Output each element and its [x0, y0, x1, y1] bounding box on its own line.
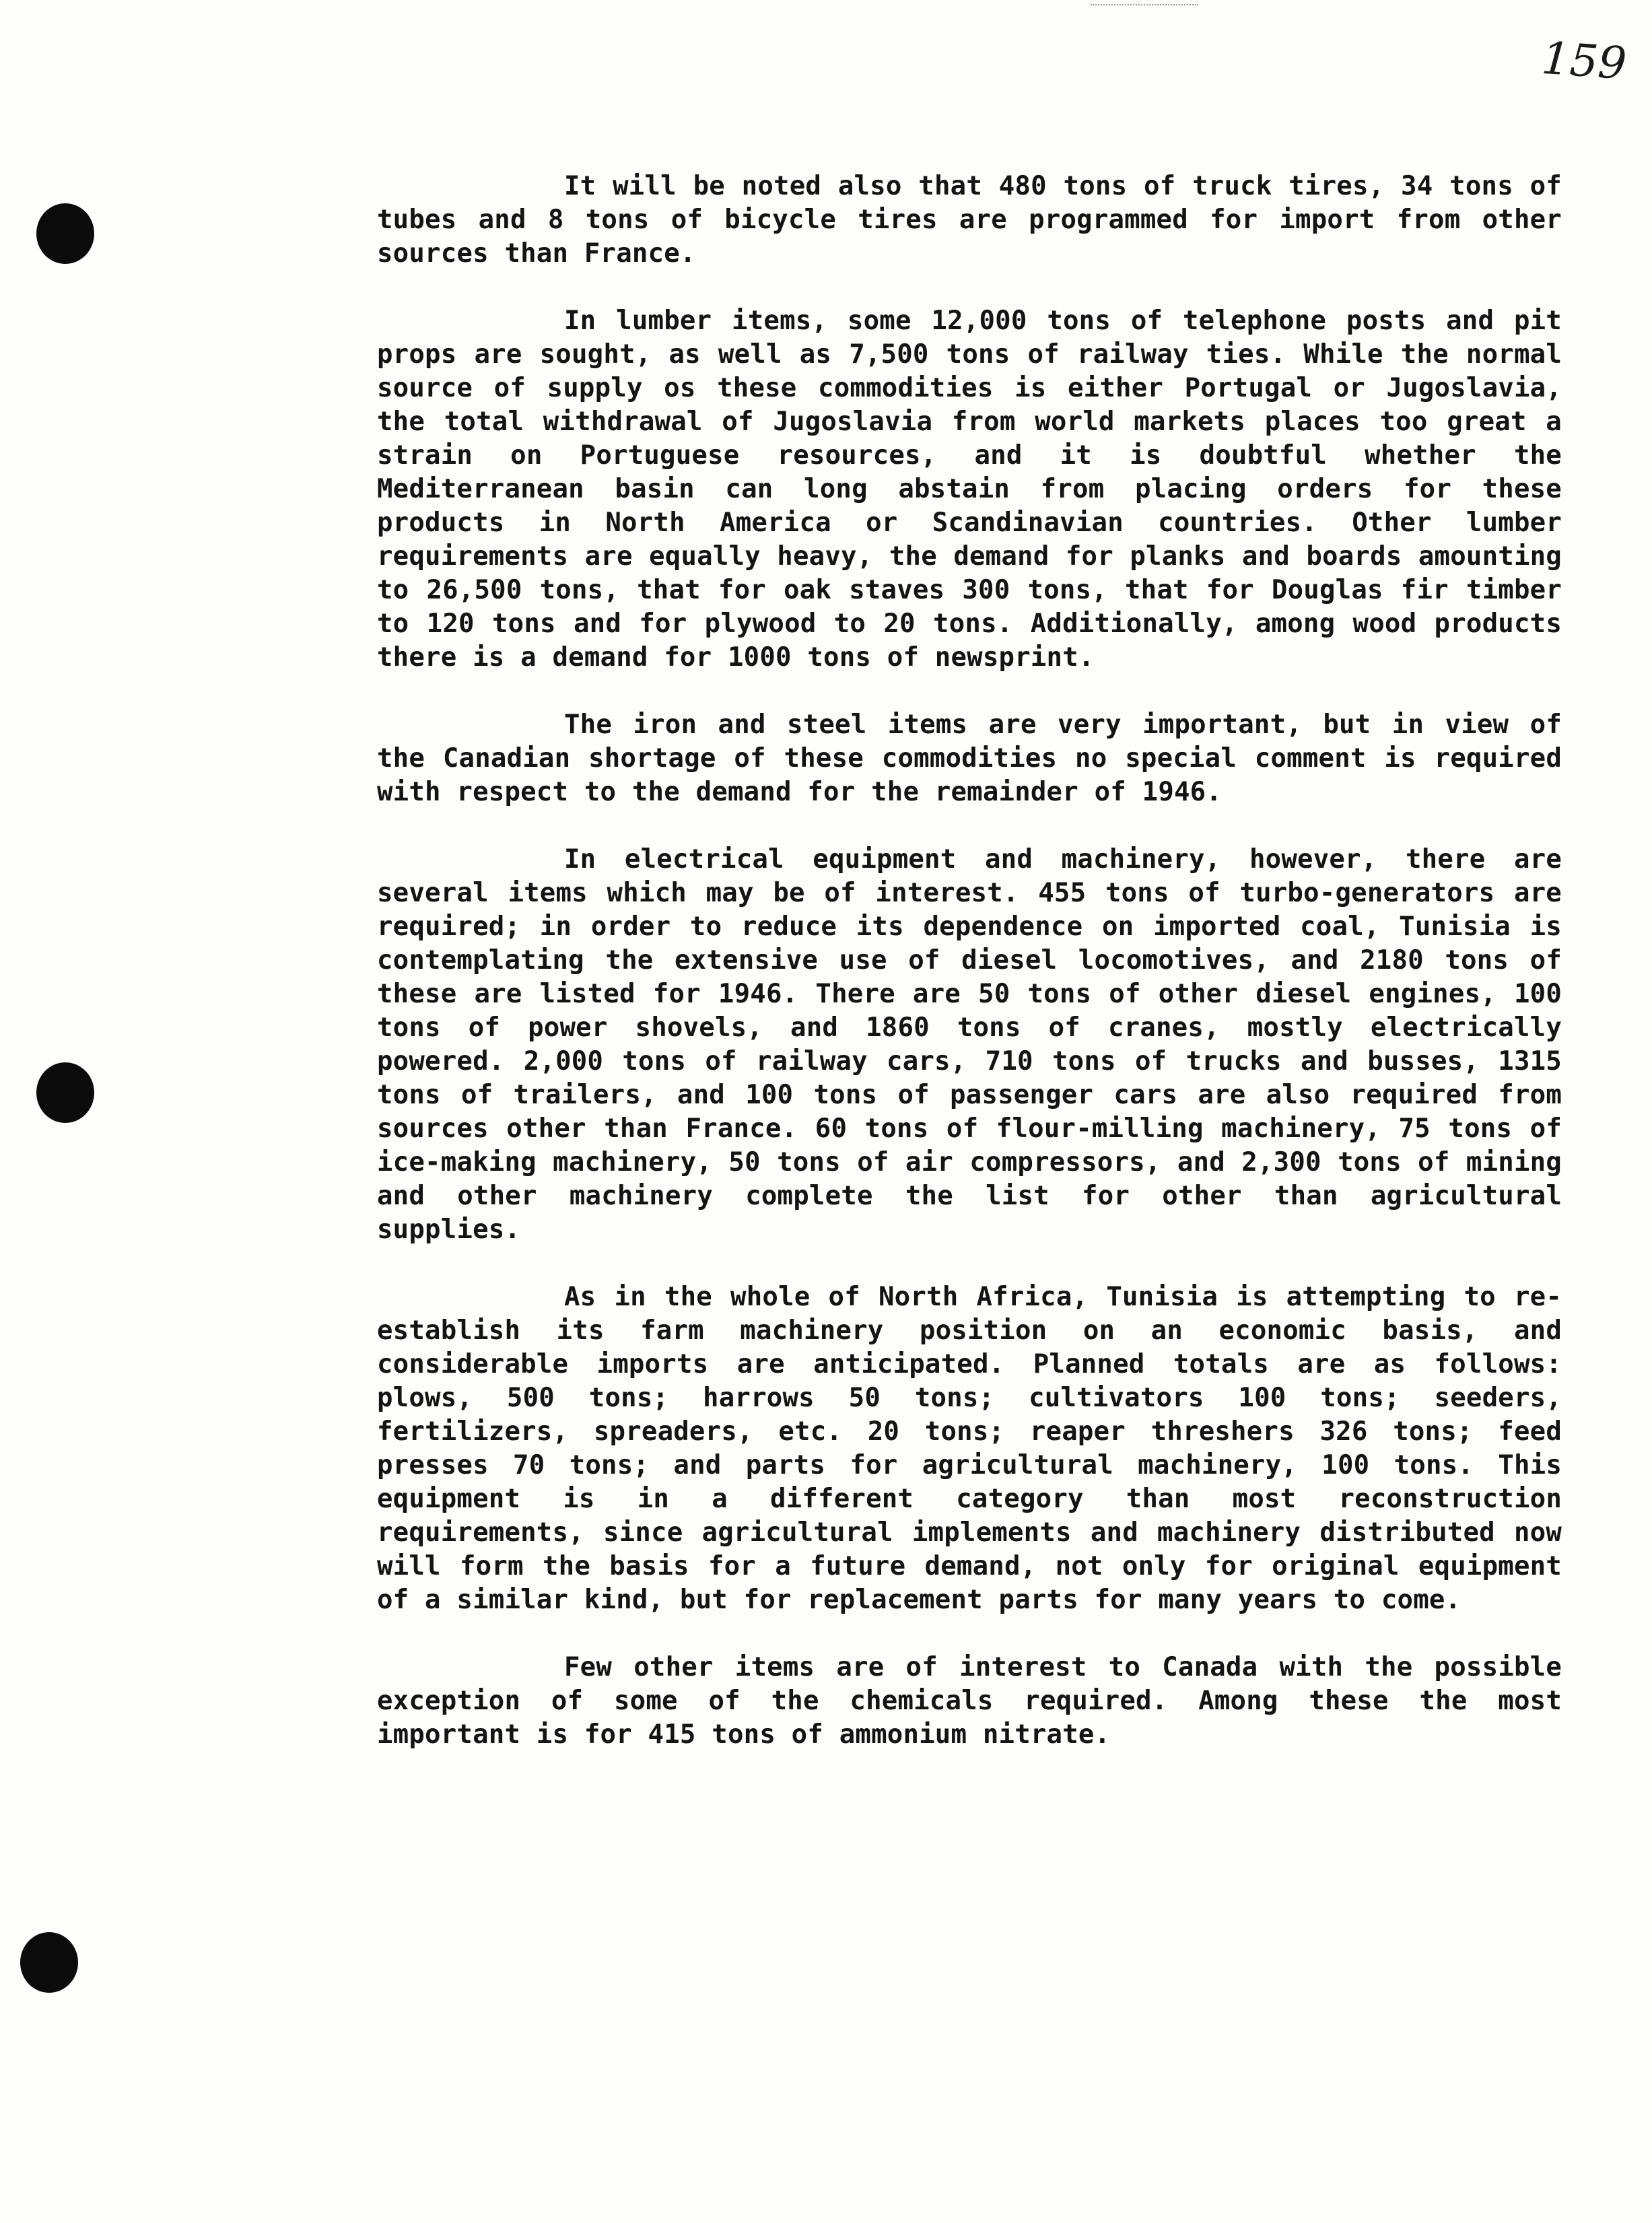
page-number: 159: [1540, 32, 1628, 90]
paragraph-farm-machinery: As in the whole of North Africa, Tunisia is attempting to re-establish its farm machinery position on an economic basis, and considerable imports are anticipated. Planned totals are as follows: plows, 500 tons; harrows 50 tons; cultivators 100 tons; seeders, fertilizers, spreaders, etc. 20 tons; reaper threshers 326 tons; feed presses 70 tons; and parts for agricultural machinery, 100 tons. This equipment is in a different category than most reconstruction requirements, since agricultural implements and machinery distributed now will form the basis for a future demand, not only for original equipment of a similar kind, but for replacement parts for many years to come.: [377, 1282, 1578, 1615]
paragraph-electrical: In electrical equipment and machinery, however, there are several items which may be of interest. 455 tons of turbo-generators are required; in order to reduce its dependence on imported coal, Tunisia is contemplating the extensive use of diesel locomotives, and 2180 tons of these are listed for 1946. There are 50 tons of other diesel engines, 100 tons of power shovels, and 1860 tons of cranes, mostly electrically powered. 2,000 tons of railway cars, 710 tons of trucks and busses, 1315 tons of trailers, and 100 tons of passenger cars are also required from sources other than France. 60 tons of flour-milling machinery, 75 tons of ice-making machinery, 50 tons of air compressors, and 2,300 tons of mining and other machinery complete the list for other than agricultural supplies.: [377, 844, 1578, 1245]
punch-hole-top: [36, 203, 94, 264]
scan-mark: [1091, 4, 1198, 15]
paragraph-lumber: In lumber items, some 12,000 tons of telephone posts and pit props are sought, as well as 7,500 tons of railway ties. While the normal source of supply os these commodities is either Portugal or Jugoslavia, the total withdrawal of Jugoslavia from world markets places too great a strain on Portuguese resources, and it is doubtful whether the Mediterranean basin can long abstain from placing orders for these products in North America or Scandinavian countries. Other lumber requirements are equally heavy, the demand for planks and boards amounting to 26,500 tons, that for oak staves 300 tons, that for Douglas fir timber to 120 tons and for plywood to 20 tons. Additionally, among wood products there is a demand for 1000 tons of newsprint.: [377, 306, 1578, 673]
paragraph-chemicals: Few other items are of interest to Canada with the possible exception of some of the chemicals required. Among these the most important is for 415 tons of ammonium nitrate.: [377, 1652, 1578, 1750]
punch-hole-bottom: [20, 1932, 78, 1993]
paragraph-tires: It will be noted also that 480 tons of truck tires, 34 tons of tubes and 8 tons of bicycle tires are programmed for import from other sources than France.: [377, 171, 1578, 269]
paragraph-iron-steel: The iron and steel items are very important, but in view of the Canadian shortage of these commodities no special comment is required with respect to the demand for the remainder of 1946.: [377, 710, 1578, 807]
document-body: [377, 170, 1578, 1752]
punch-hole-middle: [36, 1062, 94, 1123]
